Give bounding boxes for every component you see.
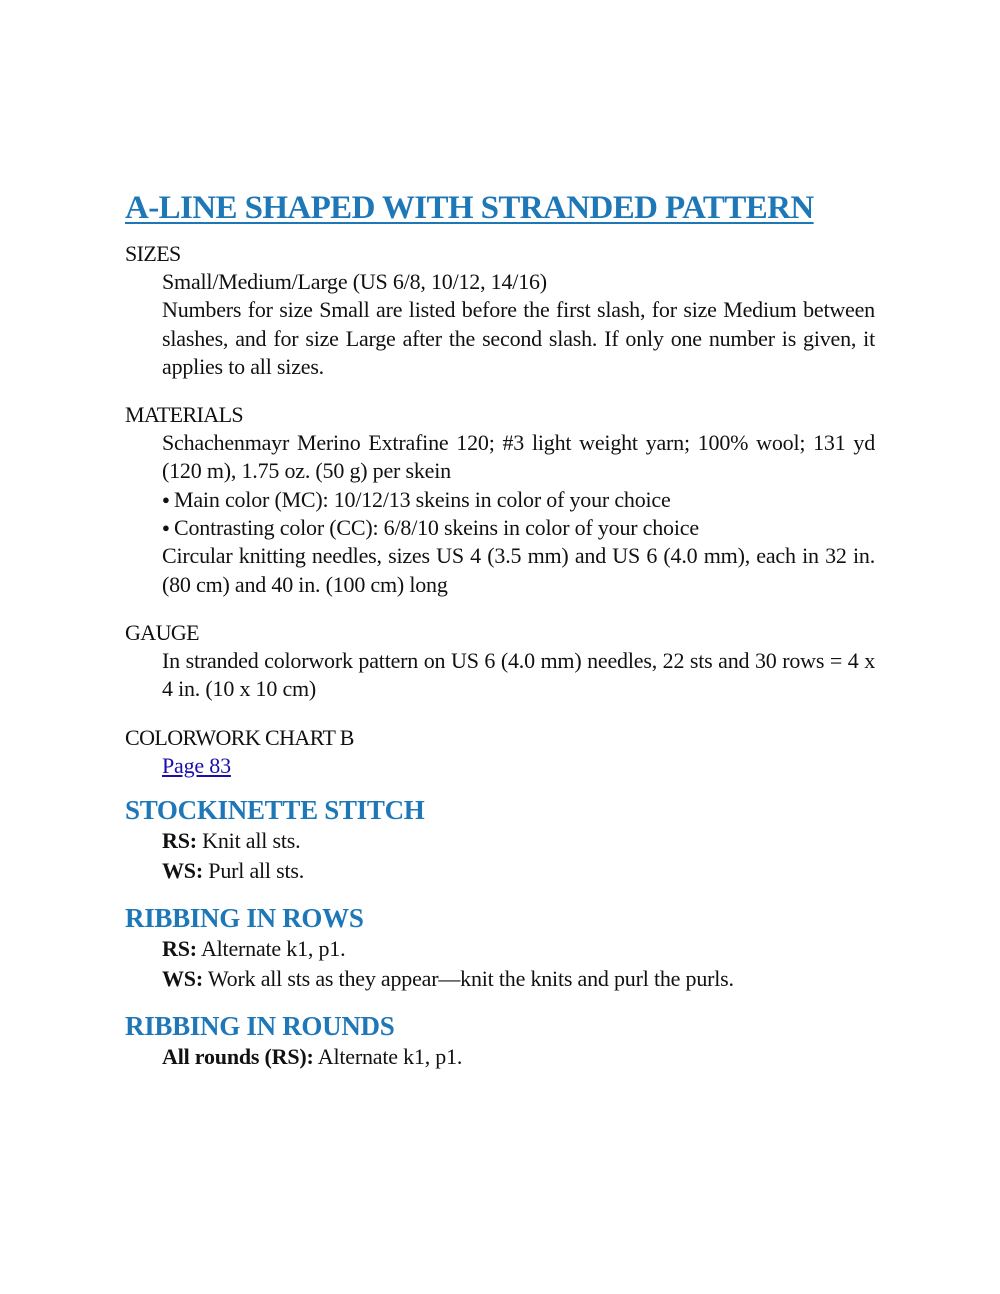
materials-body (125, 429, 875, 599)
rs-label: RS: (162, 935, 197, 961)
gauge-label: GAUGE (125, 619, 199, 645)
list-item (150, 486, 875, 514)
ws-instruction: Purl all sts. (208, 857, 305, 883)
ribbing-rows-body (125, 934, 875, 994)
ribbing-rows-ws-row (162, 964, 875, 994)
sizes-body (125, 268, 875, 381)
stockinette-heading: STOCKINETTE STITCH (125, 794, 425, 825)
all-rounds-instruction: Alternate k1, p1. (317, 1043, 463, 1069)
ribbing-rows-heading: RIBBING IN ROWS (125, 902, 364, 933)
stockinette-ws-row (162, 856, 875, 886)
bullet-icon: ● (162, 520, 170, 536)
gauge-section (125, 619, 875, 704)
document-page (125, 188, 875, 1072)
ribbing-rounds-section (125, 1010, 875, 1072)
chart-label: COLORWORK CHART B (125, 724, 354, 750)
materials-label: MATERIALS (125, 402, 244, 428)
ws-label: WS: (162, 965, 203, 991)
gauge-body (125, 647, 875, 704)
rs-instruction: Knit all sts. (202, 827, 301, 853)
ribbing-rounds-body (125, 1042, 875, 1072)
ribbing-rounds-row (162, 1042, 875, 1072)
stockinette-section (125, 794, 875, 886)
rs-instruction: Alternate k1, p1. (200, 935, 346, 961)
stockinette-rs-row (162, 826, 875, 856)
chart-section (125, 724, 875, 780)
stockinette-body (125, 826, 875, 886)
sizes-list: Small/Medium/Large (US 6/8, 10/12, 14/16) (162, 269, 547, 294)
pattern-title[interactable]: A-LINE SHAPED WITH STRANDED PATTERN (125, 190, 814, 226)
ribbing-rows-rs-row (162, 934, 875, 964)
gauge-text: In stranded colorwork pattern on US 6 (4.0 mm) needles, 22 sts and 30 rows = 4 x 4 in. (10 x 10 cm) (162, 647, 875, 702)
sizes-label: SIZES (125, 241, 181, 266)
ribbing-rows-section (125, 902, 875, 994)
yarn-color-list (162, 486, 875, 543)
chart-body (125, 752, 875, 780)
ws-label: WS: (162, 857, 203, 883)
main-color-item: Main color (MC): 10/12/13 skeins in color of your choice (174, 486, 671, 512)
all-rounds-label: All rounds (RS): (162, 1043, 314, 1069)
yarn-description: Schachenmayr Merino Extrafine 120; #3 light weight yarn; 100% wool; 131 yd (120 m), 1.75 oz. (50 g) per skein (162, 430, 875, 484)
list-item (150, 514, 875, 542)
sizes-note: Numbers for size Small are listed before the first slash, for size Medium between slashes, and for size Large after the second slash. If only one number is given, it applies to all sizes. (162, 297, 875, 379)
sizes-section (125, 240, 875, 381)
needles-description: Circular knitting needles, sizes US 4 (3.5 mm) and US 6 (4.0 mm), each in 32 in. (80 cm) and 40 in. (100 cm) long (162, 543, 875, 597)
materials-section (125, 401, 875, 599)
bullet-icon: ● (162, 491, 170, 507)
chart-page-link[interactable]: Page 83 (162, 752, 231, 778)
ribbing-rounds-heading: RIBBING IN ROUNDS (125, 1010, 395, 1041)
rs-label: RS: (162, 827, 197, 853)
ws-instruction: Work all sts as they appear—knit the knits and purl the purls. (207, 965, 734, 991)
chart-link-row (162, 752, 875, 780)
contrast-color-item: Contrasting color (CC): 6/8/10 skeins in color of your choice (174, 515, 699, 541)
